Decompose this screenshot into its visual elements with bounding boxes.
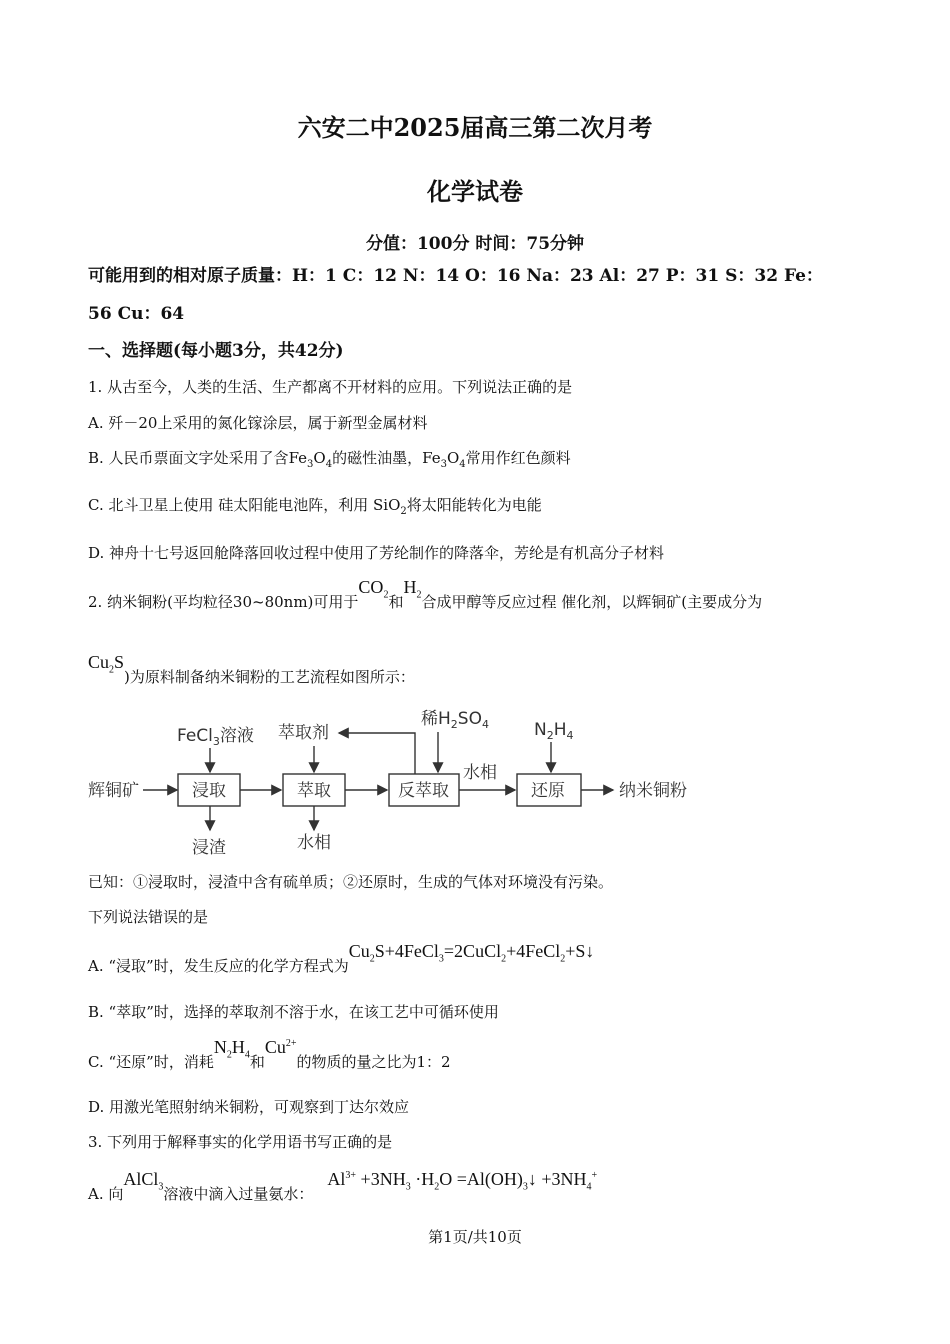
q2-option-d: D. 用激光笔照射纳米铜粉，可观察到丁达尔效应 [88, 1098, 410, 1116]
exam-subject: 化学试卷 [427, 177, 523, 206]
q2-option-c: C. “还原”时，消耗$N_2H_4$和$Cu^{2+}$的物质的量之比为1：2 [88, 1037, 451, 1071]
exam-score-time: 分值：100分 时间：75分钟 [365, 234, 585, 254]
q3-option-a: A. 向AlCl$_3$溶液中滴入过量氨水：$Al^{3+} +3NH_3 \cdot H_2O$ $=Al(OH)_3↓ +3NH_4^+$ [88, 1169, 598, 1203]
atomic-mass-line-1: 可能用到的相对原子质量：H：1 C：12 N：14 O：16 Na：23 Al：27 P：31 S：32 Fe： [88, 266, 823, 286]
q1-option-c: C. 北斗卫星上使用 硅太阳能电池阵，利用 SiO$_2$将太阳能转化为电能 [88, 496, 542, 517]
q2-option-a: A. “浸取”时，发生反应的化学方程式为$Cu_2S+4FeCl_3=2CuCl_2+4FeCl_2+S↓$ [88, 941, 595, 975]
q2-known: 已知：①浸取时，浸渣中含有硫单质；②还原时，生成的气体对环境没有污染。 [88, 873, 614, 891]
flow-hydrazine-label: $N_2H_4$ [534, 720, 574, 742]
q1-option-a: A. 歼－20上采用的氮化镓涂层，属于新型金属材料 [88, 414, 428, 432]
flow-extractant-label: 萃取剂 [278, 723, 329, 743]
flow-recycle-arrow [339, 733, 415, 774]
flow-acid-label: 稀$H_2SO_4$ [421, 709, 489, 731]
page-footer: 第1页/共10页 [428, 1228, 522, 1246]
q1-option-b: B. 人民币票面文字处采用了含$Fe_3O_4$的磁性油墨，$Fe_3O_4$常用作红色颜料 [88, 449, 571, 470]
flow-box-reduce-label: 还原 [531, 781, 565, 801]
q2-stem-continued: $Cu_2S$)为原料制备纳米铜粉的工艺流程如图所示： [88, 652, 415, 686]
exam-title: 六安二中2025届高三第二次月考 [297, 113, 653, 142]
q2-ask: 下列说法错误的是 [88, 908, 209, 926]
flow-box-extract-label: 萃取 [297, 781, 331, 801]
atomic-mass-line-2: 56 Cu：64 [88, 304, 185, 324]
q2-stem: 2. 纳米铜粉(平均粒径30~80nm)可用于$CO_2$和$H_2$合成甲醇等反应过程 催化剂，以辉铜矿(主要成分为 [88, 577, 763, 611]
flow-residue-label: 浸渣 [192, 838, 226, 858]
flow-fecl3-label: FeCl$_3$溶液 [177, 726, 254, 748]
flow-box-back-extract-label: 反萃取 [398, 781, 449, 801]
process-flow-diagram [85, 700, 725, 860]
q1-option-d: D. 神舟十七号返回舱降落回收过程中使用了芳纶制作的降落伞，芳纶是有机高分子材料 [88, 544, 665, 562]
q3-stem: 3. 下列用于解释事实的化学用语书写正确的是 [88, 1133, 393, 1151]
section-heading: 一、选择题(每小题3分，共42分) [88, 341, 344, 361]
q1-stem: 1. 从古至今，人类的生活、生产都离不开材料的应用。下列说法正确的是 [88, 378, 573, 396]
flow-box-leach-label: 浸取 [192, 781, 226, 801]
flow-output-label: 纳米铜粉 [619, 781, 687, 801]
flow-input-label: 辉铜矿 [88, 781, 139, 801]
flow-water-phase-2-label: 水相 [463, 763, 497, 783]
flow-water-phase-1-label: 水相 [297, 833, 331, 853]
q2-option-b: B. “萃取”时，选择的萃取剂不溶于水，在该工艺中可循环使用 [88, 1003, 499, 1021]
